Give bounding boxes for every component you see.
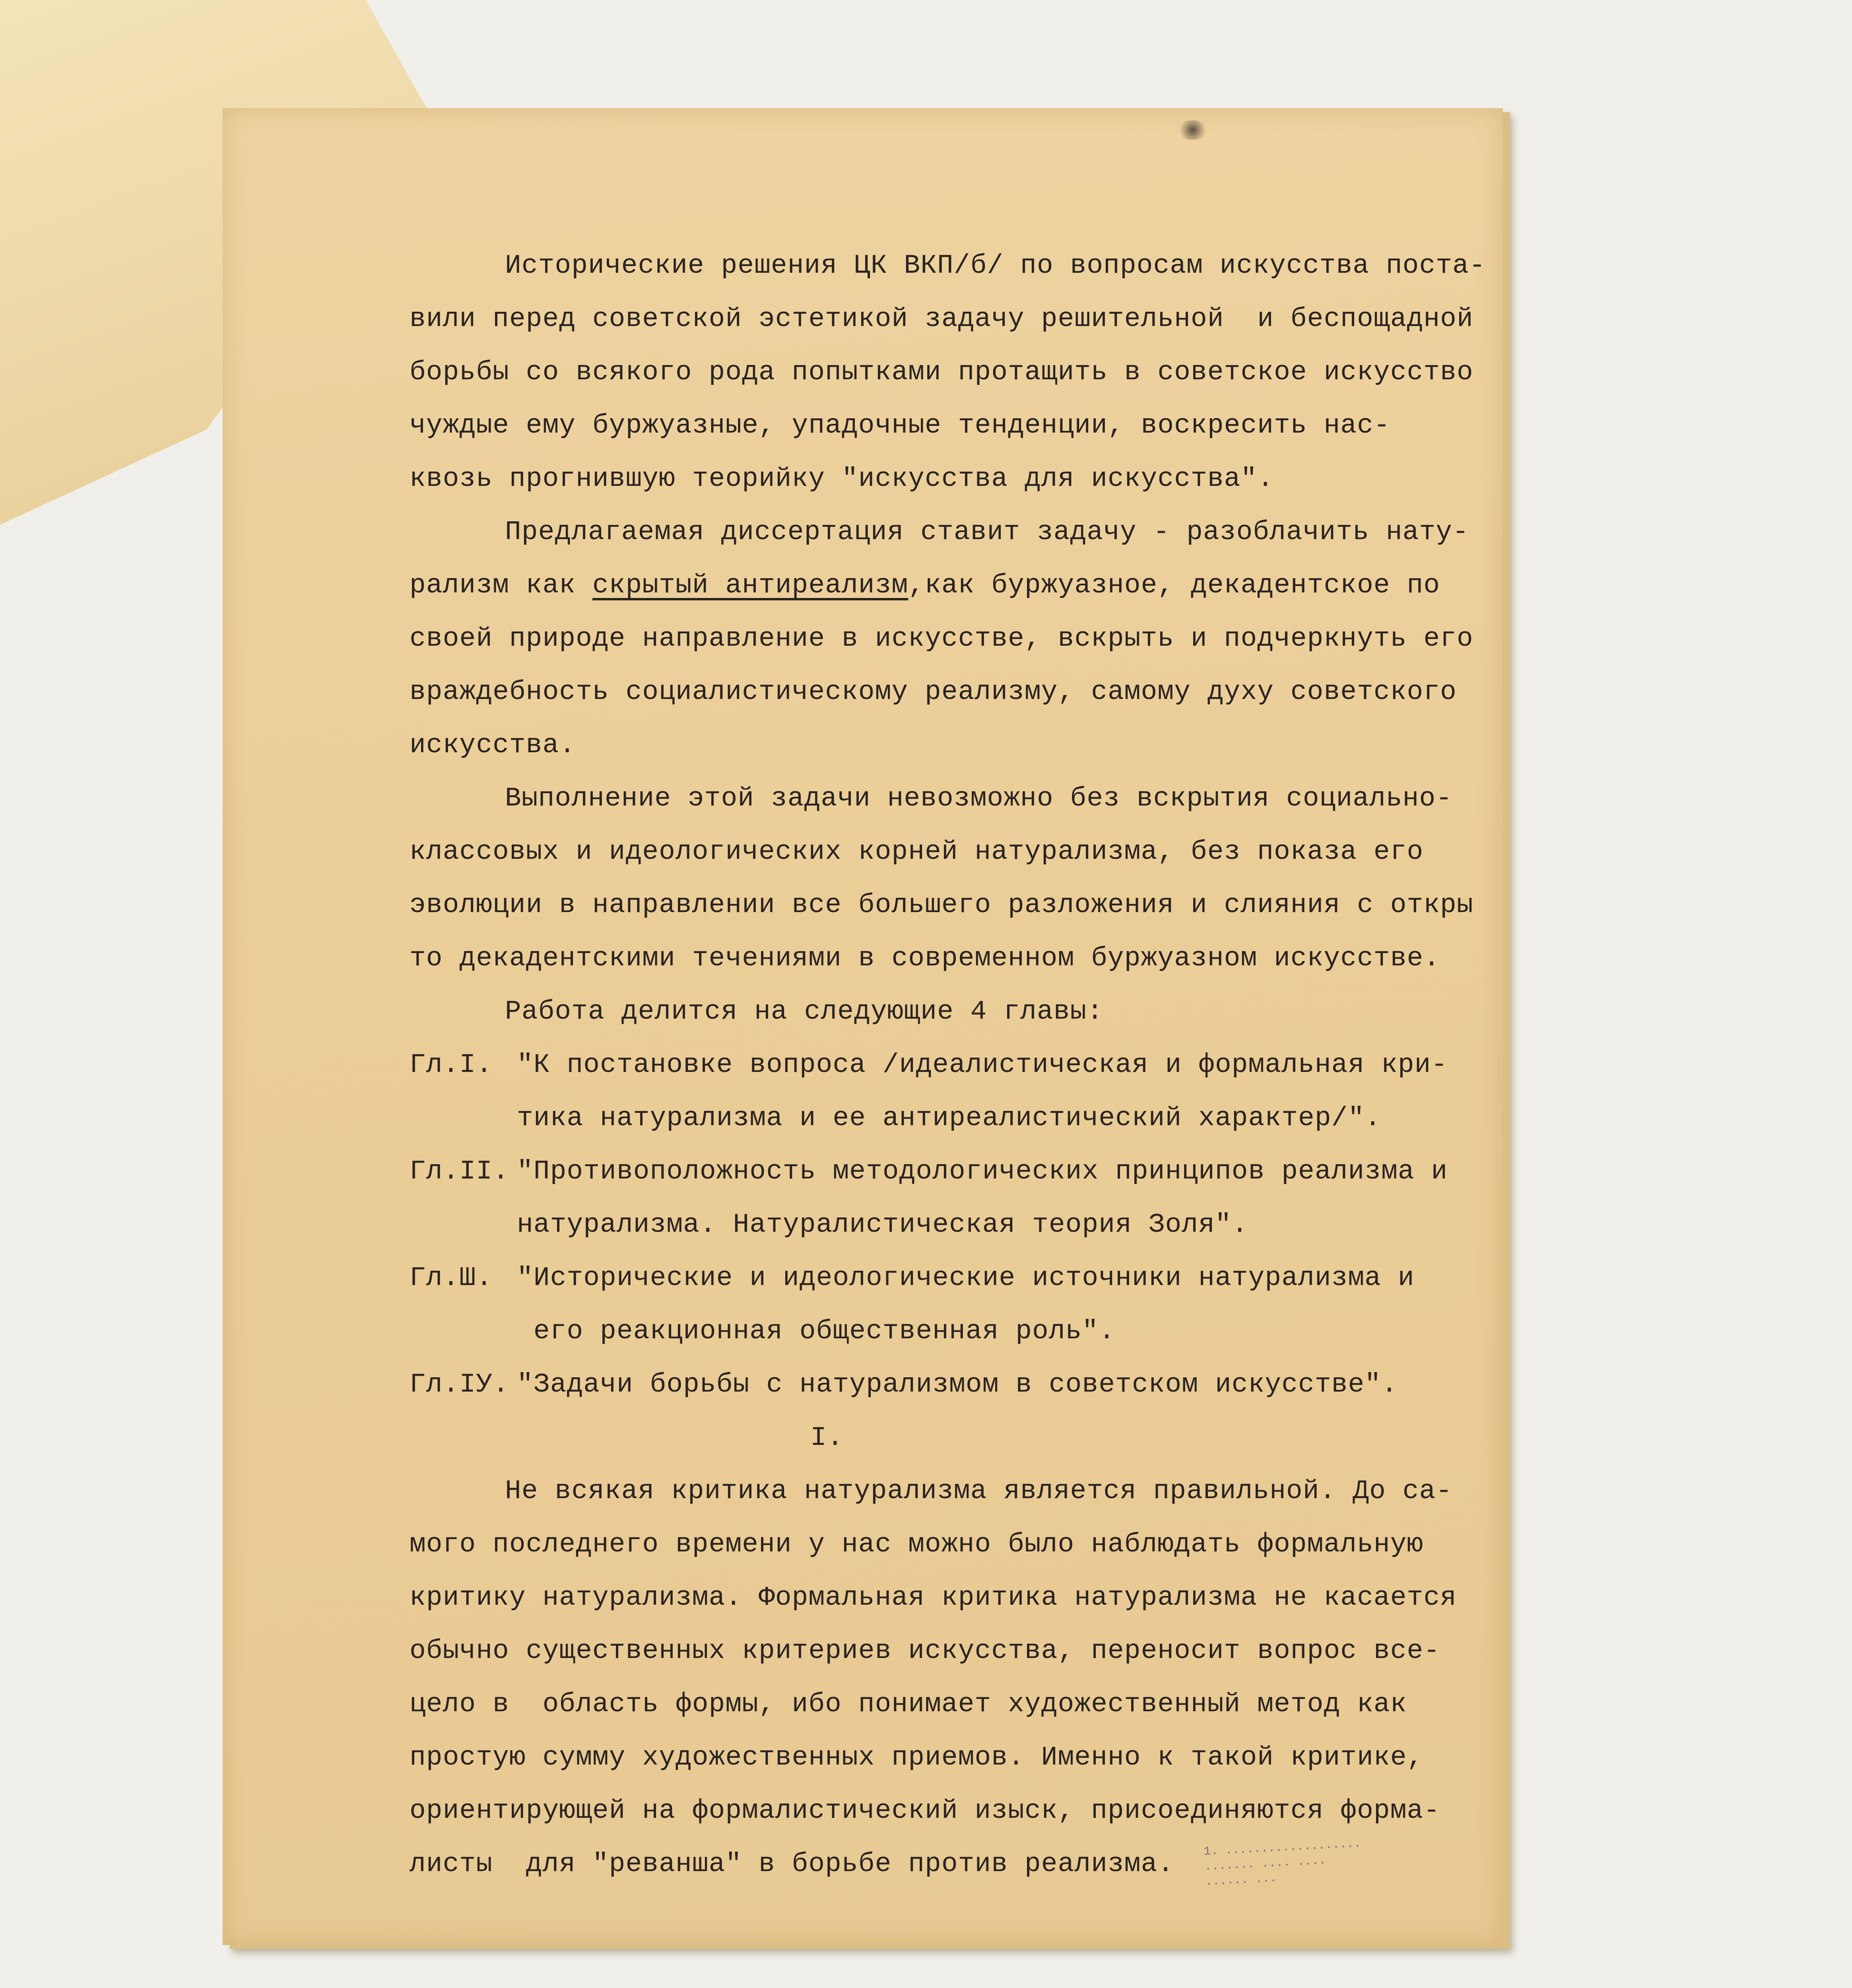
chapter-number: Гл.II.: [410, 1156, 509, 1187]
text-line: враждебность социалистическому реализму, самому духу советского: [410, 677, 1457, 707]
text-line: [410, 559, 1483, 612]
text-line: мого последнего времени у нас можно было наблюдать формальную: [410, 1529, 1424, 1560]
text-line: своей природе направление в искусстве, вскрыть и подчеркнуть его: [410, 623, 1473, 654]
chapter-title-line: "Противоположность методологических принципов реализма и: [517, 1156, 1448, 1187]
text-line: вили перед советской эстетикой задачу решительной и беспощадной: [410, 304, 1473, 334]
text-line: листы для "реванша" в борьбе против реализма.: [410, 1849, 1174, 1879]
text-line: искусства.: [410, 730, 576, 761]
text-line: цело в область формы, ибо понимает художественный метод как: [410, 1689, 1407, 1720]
text-line: ориентирующей на формалистический изыск, присоединяются форма-: [410, 1796, 1440, 1826]
underlined-phrase: скрытый антиреализм: [592, 570, 909, 601]
stamp-line: ....... .... ....: [1204, 1854, 1327, 1874]
text-line: квозь прогнившую теорийку "искусства для искусства".: [410, 464, 1274, 494]
chapter-title-line: "К постановке вопроса /идеалистическая и формальная кри-: [517, 1050, 1448, 1080]
text-line: борьбы со всякого рода попытками протащить в советское искусство: [410, 357, 1473, 388]
chapter-number: Гл.IУ.: [410, 1369, 509, 1400]
chapter-number: Гл.I.: [410, 1050, 493, 1080]
chapter-title-line: его реакционная общественная роль".: [517, 1316, 1116, 1347]
text-line: обычно существенных критериев искусства, переносит вопрос все-: [410, 1636, 1440, 1666]
text-line: Выполнение этой задачи невозможно без вскрытия социально-: [505, 783, 1452, 814]
chapter-entry: [410, 1039, 1483, 1092]
text-line: классовых и идеологических корней натурализма, без показа его: [410, 837, 1424, 867]
document-page: [223, 108, 1503, 1945]
typed-text: [410, 239, 1486, 1891]
text-line: критику натурализма. Формальная критика натурализма не касается: [410, 1582, 1457, 1613]
library-stamp: [1204, 1831, 1461, 1904]
text-line: простую сумму художественных приемов. Именно к такой критике,: [410, 1742, 1424, 1773]
text-line: чуждые ему буржуазные, упадочные тенденции, воскресить нас-: [410, 410, 1390, 441]
text-fragment: ,как буржуазное, декадентское по: [908, 570, 1440, 601]
text-line: то декадентскими течениями в современном буржуазном искусстве.: [410, 943, 1440, 974]
text-line: Работа делится на следующие 4 главы:: [505, 996, 1104, 1027]
ink-smudge: [1177, 120, 1209, 140]
chapter-entry: [410, 1358, 1483, 1411]
section-heading: I.: [810, 1423, 844, 1453]
stamp-line: ...... ...: [1205, 1872, 1277, 1889]
chapter-title-line: натурализма. Натуралистическая теория Золя".: [517, 1209, 1248, 1240]
text-line: Предлагаемая диссертация ставит задачу - разоблачить нату-: [505, 517, 1469, 547]
stamp-line: 1. ...................: [1203, 1837, 1361, 1859]
chapter-entry: [410, 1145, 1483, 1198]
chapter-title-line: "Исторические и идеологические источники натурализма и: [517, 1263, 1415, 1293]
text-line: эволюции в направлении все большего разложения и слияния с откры: [410, 890, 1473, 920]
chapter-title-line: "Задачи борьбы с натурализмом в советском искусстве".: [517, 1369, 1398, 1400]
text-fragment: рализм как: [410, 570, 592, 601]
chapter-entry: [410, 1252, 1483, 1305]
chapter-title-line: тика натурализма и ее антиреалистический характер/".: [517, 1103, 1381, 1134]
text-line: Исторические решения ЦК ВКП/б/ по вопросам искусства поста-: [505, 250, 1486, 281]
chapter-number: Гл.Ш.: [410, 1263, 493, 1293]
text-line: Не всякая критика натурализма является правильной. До са-: [505, 1476, 1452, 1507]
